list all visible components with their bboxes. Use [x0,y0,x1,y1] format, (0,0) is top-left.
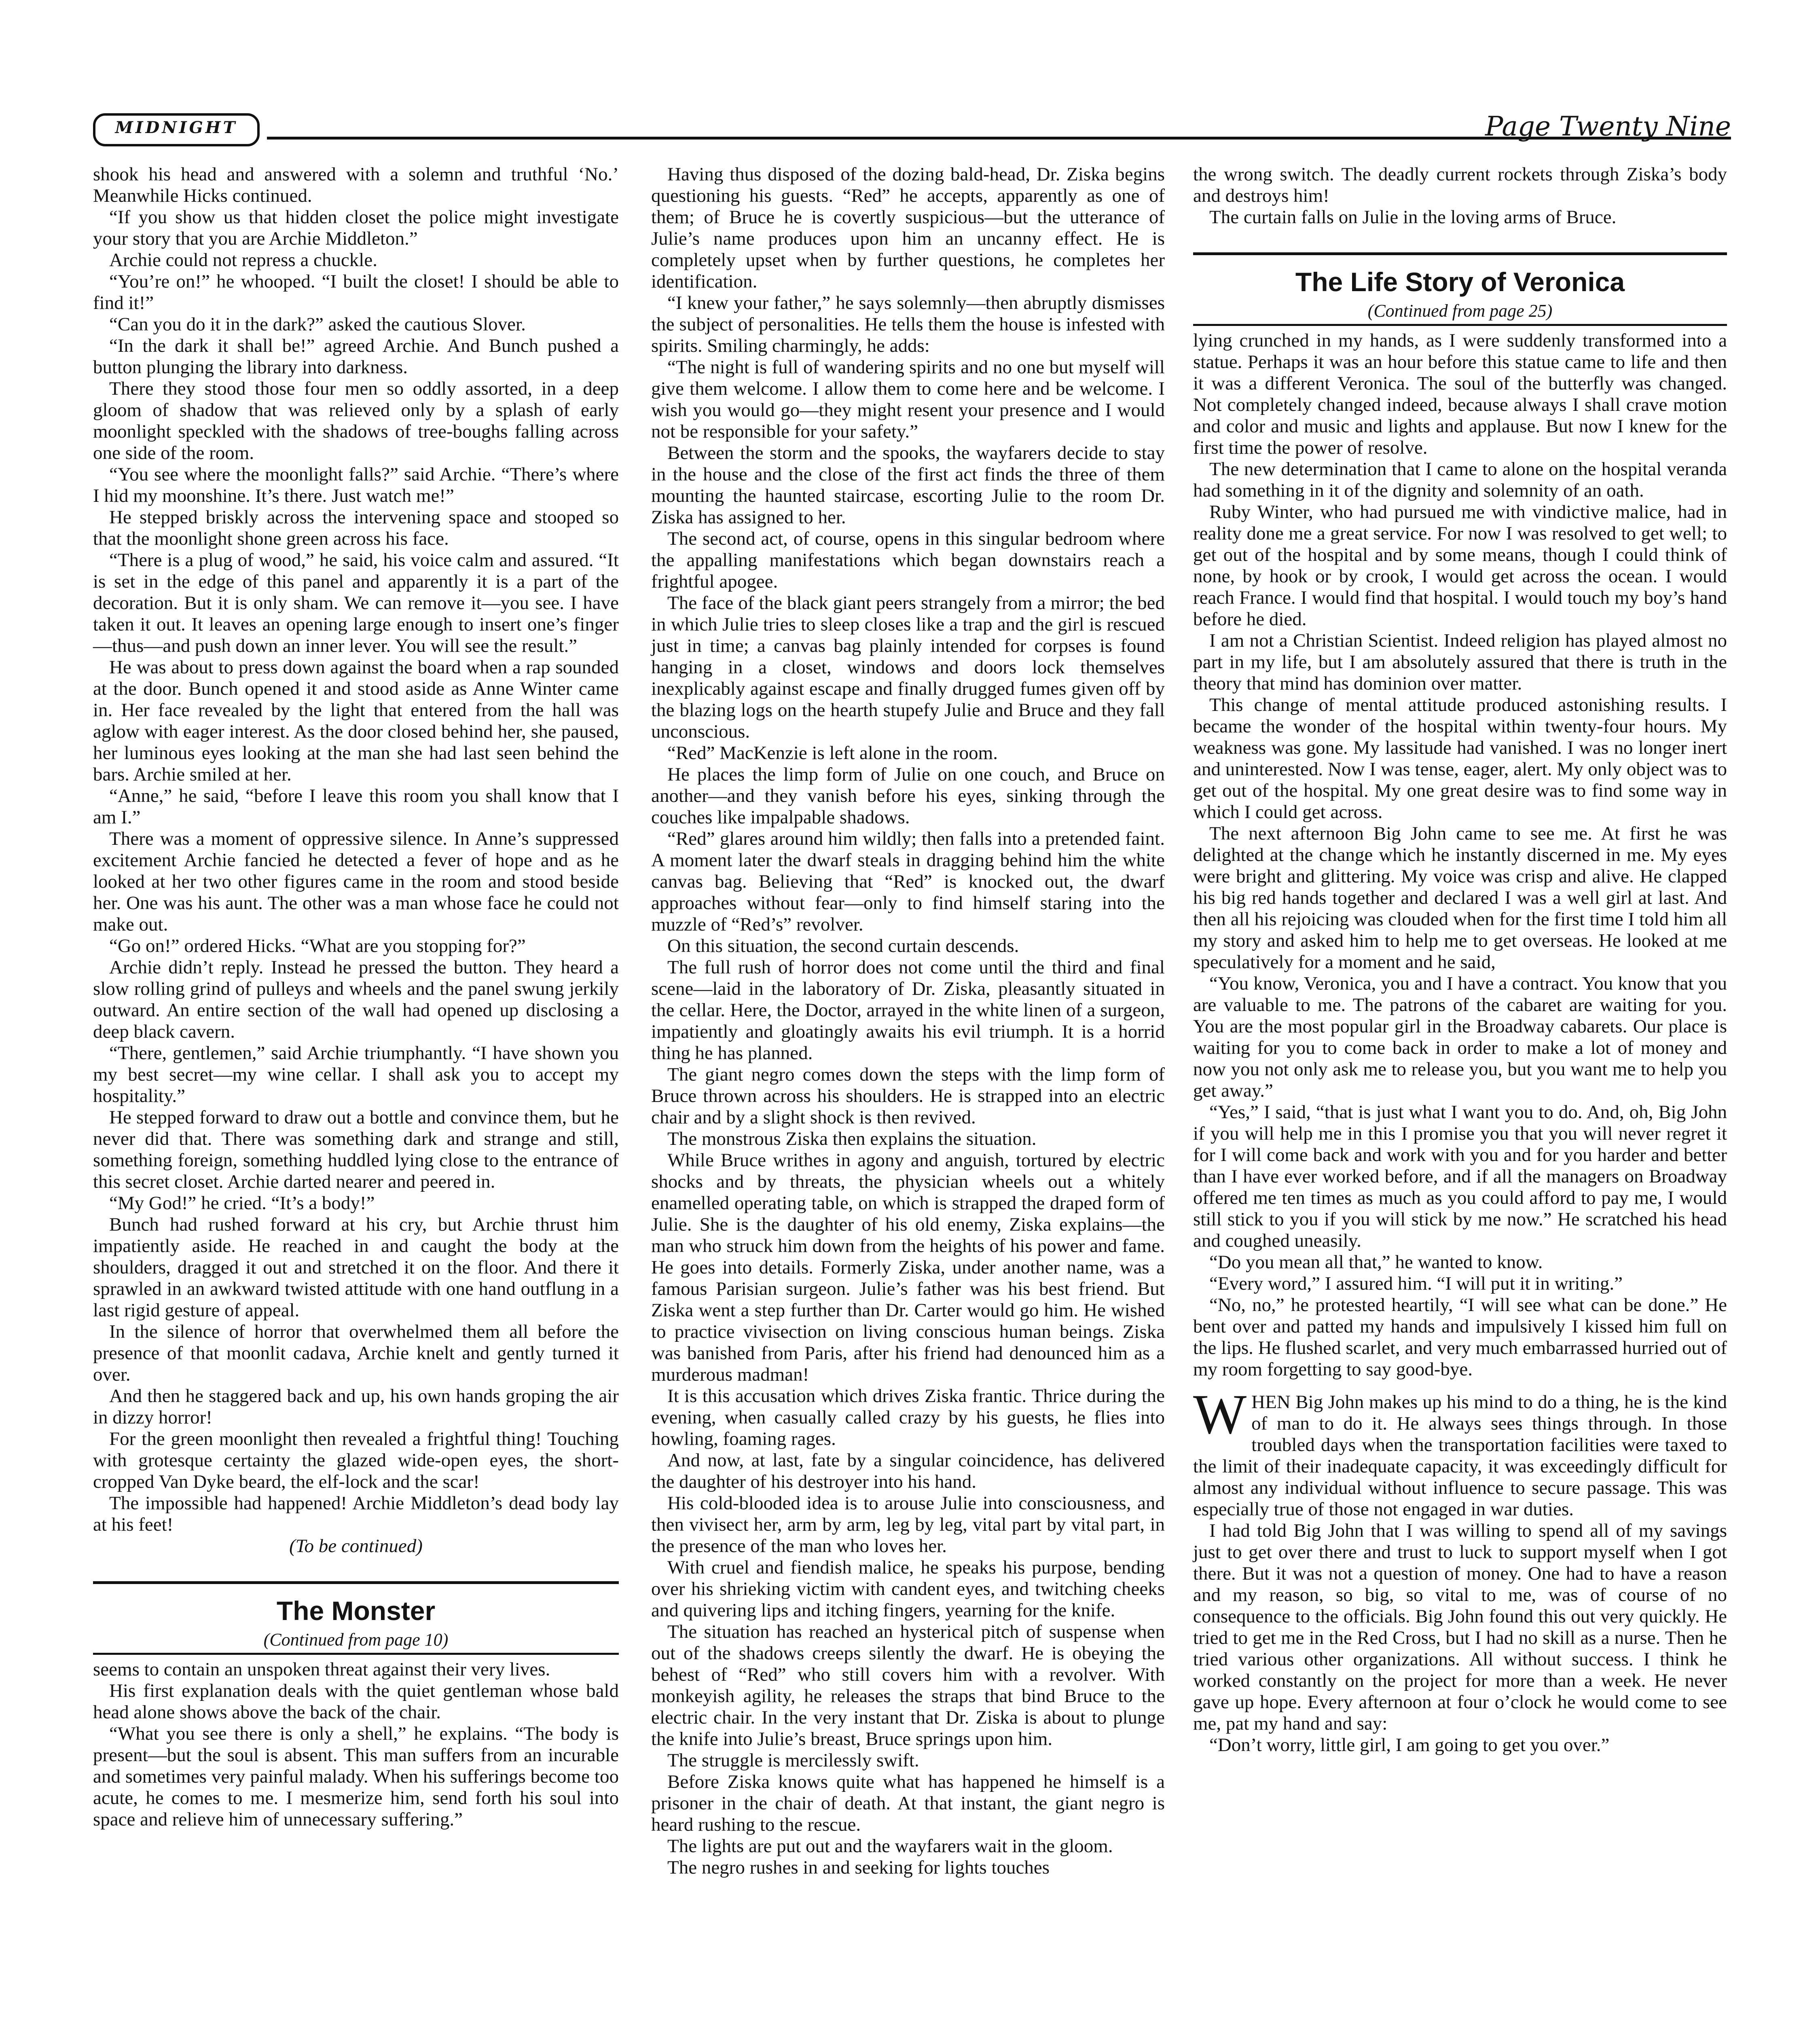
paragraph: lying crunched in my hands, as I were suddenly transformed into a statue. Perhaps it was an hour before this statue came to life and then it was a different Veronica. The soul of the butterfly was changed. Not completely changed indeed, because always I shall crave motion and color and music and lights and applause. But now I knew for the first time the power of resolve. [1193,330,1727,458]
paragraph: “Can you do it in the dark?” asked the cautious Slover. [109,314,526,335]
paragraph: “Every word,” I assured him. “I will put it in writing.” [1209,1273,1623,1294]
paragraph: “If you show us that hidden closet the police might investigate your story that you are Archie Middleton.” [93,207,619,249]
paragraph: The situation has reached an hysterical pitch of suspense when out of the shadows creeps silently the dwarf. He is obeying the behest of “Red” who still covers him with a revolver. With monkeyish agility, he releases the straps that bind Bruce to the electric chair. In the very instant that Dr. Ziska is about to plunge the knife into Julie’s breast, Bruce springs upon him. [651,1621,1165,1749]
paragraph: While Bruce writhes in agony and anguish, tortured by electric shocks and by threats, the physician wheels out a whitely enamelled operating table, on which is strapped the draped form of Julie. She is the daughter of his old enemy, Ziska explains—the man who struck him down from the heights of his power and fame. He goes into details. Formerly Ziska, under another name, was a famous Parisian surgeon. Julie’s father was his best friend. But Ziska went a step further than Dr. Carter would go him. He wished to practice vivisection on living conscious human beings. Ziska was banished from Paris, after his friend had denounced him as a murderous madman! [651,1150,1165,1385]
paragraph: Bunch had rushed forward at his cry, but Archie thrust him impatiently aside. He reached in and caught the body at the shoulders, dragged it out and stretched it on the floor. And there it sprawled in an awkward twisted attitude with one hand outflung in a last rigid gesture of appeal. [93,1214,619,1321]
paragraph: The full rush of horror does not come until the third and final scene—laid in the laboratory of Dr. Ziska, pleasantly situated in the cellar. Here, the Doctor, arrayed in the white linen of a surgeon, impatiently and gloatingly awaits his evil triumph. It is a horrid thing he has planned. [651,957,1165,1064]
paragraph: seems to contain an unspoken threat against their very lives. [93,1659,550,1680]
paragraph: This change of mental attitude produced astonishing results. I became the wonder of the hospital within twenty-four hours. My weakness was gone. My lassitude had vanished. I was no longer inert and uninterested. Now I was tense, eager, alert. My only object was to get out of the hospital. My one great desire was to find some way in which I could get across. [1193,694,1727,823]
paragraph: The second act, of course, opens in this singular bedroom where the appalling manifestations which began downstairs reach a frightful apogee. [651,528,1165,592]
paragraph: “Do you mean all that,” he wanted to know. [1209,1252,1543,1273]
paragraph: The new determination that I came to alone on the hospital veranda had something in it of the dignity and solemnity of an oath. [1193,459,1727,501]
veronica-final-paragraphs [1193,1520,1727,1756]
paragraph: “There, gentlemen,” said Archie triumphantly. “I have shown you my best secret—my wine cellar. I shall ask you to accept my hospitality.” [93,1043,619,1106]
dropcap-paragraph [1193,1383,1727,1520]
paragraph: Ruby Winter, who had pursued me with vindictive malice, had in reality done me a great service. For now I was resolved to get well; to get out of the hospital and by some means, though I could think of none, by hook or by crook, I would get across the ocean. I would reach France. I would find that hospital. I would touch my boy’s hand before he died. [1193,501,1727,630]
paragraph: “Yes,” I said, “that is just what I want you to do. And, oh, Big John if you will help me in this I promise you that you will never regret it for I will come back and work with you and for you harder and better than I have ever worked before, and if all the managers on Broadway offered me ten times as much as you could afford to pay me, I would still stick to you if you will stick by me now.” He scratched his head and coughed uneasily. [1193,1102,1727,1251]
paragraph: I am not a Christian Scientist. Indeed religion has played almost no part in my life, but I am absolutely assured that there is truth in the theory that mind has dominion over matter. [1193,630,1727,694]
paragraph: On this situation, the second curtain descends. [667,935,1019,956]
paragraph: In the silence of horror that overwhelmed them all before the presence of that moonlit cadava, Archie knelt and gently turned it over. [93,1321,619,1385]
paragraph: He stepped forward to draw out a bottle and convince them, but he never did that. There was something dark and strange and still, something foreign, something huddled lying close to the entrance of this secret closet. Archie darted nearer and peered in. [93,1107,619,1192]
paragraph: “The night is full of wandering spirits and no one but myself will give them welcome. I allow them to come here and be welcome. I wish you would go—they might resent your presence and I would not be responsible for your safety.” [651,357,1165,442]
spacer [1193,1380,1727,1392]
paragraph: “What you see there is only a shell,” he explains. “The body is present—but the soul is absent. This man suffers from an incurable and sometimes very painful malady. When his sufferings become too acute, he comes to me. I mesmerize him, send forth his soul into space and relieve him of unnecessary suffering.” [93,1723,619,1830]
paragraph: “No, no,” he protested heartily, “I will see what can be done.” He bent over and patted my hands and impulsively I kissed him full on the lips. He flushed scarlet, and very much embarrassed hurried out of my room forgetting to say good-bye. [1193,1294,1727,1380]
paragraph: The negro rushes in and seeking for lights touches [667,1857,1050,1878]
paragraph: “My God!” he cried. “It’s a body!” [109,1193,375,1214]
paragraph: The monstrous Ziska then explains the situation. [667,1128,1037,1149]
paragraph: The struggle is mercilessly swift. [667,1750,919,1771]
paragraph: “Go on!” ordered Hicks. “What are you stopping for?” [109,935,526,956]
page-number: Page Twenty Nine [1485,111,1731,142]
paragraph: His first explanation deals with the quiet gentleman whose bald head alone shows above the back of the chair. [93,1680,619,1723]
monster-story-paragraphs [651,164,1165,1878]
veronica-paragraphs [1193,330,1727,1380]
dropcap-text: HEN Big John makes up his mind to do a thing, he is the kind of man to do it. He always sees things through. In those troubled days when the transportation facilities were taxed to the limit of their inadequate capacity, it was exceedingly difficult for almost any individual without influence to secure passage. This was especially true of those not engaged in war duties. [1193,1392,1727,1520]
paragraph: “I knew your father,” he says solemnly—then abruptly dismisses the subject of personalities. He tells them the house is infested with spirits. Smiling charmingly, he adds: [651,292,1165,356]
paragraph: He stepped briskly across the intervening space and stooped so that the moonlight shone green across his face. [93,507,619,549]
paragraph: Archie didn’t reply. Instead he pressed the button. They heard a slow rolling grind of pulleys and wheels and the panel swung jerkily outward. An entire section of the wall had opened up disclosing a deep black cavern. [93,957,619,1042]
paragraph: the wrong switch. The deadly current rockets through Ziska’s body and destroys him! [1193,164,1727,206]
paragraph: shook his head and answered with a solemn and truthful ‘No.’ Meanwhile Hicks continued. [93,164,619,206]
magazine-logo: MIDNIGHT [93,113,260,146]
monster-continued-note: (Continued from page 10) [93,1629,619,1655]
page-header [93,113,1731,146]
paragraph: There they stood those four men so oddly assorted, in a deep gloom of shadow that was relieved only by a splash of early moonlight speckled with the shadows of tree-boughs falling across one side of the room. [93,378,619,463]
paragraph: The giant negro comes down the steps with the limp form of Bruce thrown across his shoulders. He is strapped into an electric chair and by a slight shock is then revived. [651,1064,1165,1128]
paragraph: “Don’t worry, little girl, I am going to get you over.” [1209,1734,1610,1756]
dropcap-letter: W [1193,1383,1247,1446]
paragraph: It is this accusation which drives Ziska frantic. Thrice during the evening, when casually called crazy by his guests, he flies into howling, foaming rages. [651,1385,1165,1449]
paragraph: The impossible had happened! Archie Middleton’s dead body lay at his feet! [93,1493,619,1535]
paragraph: The curtain falls on Julie in the loving arms of Bruce. [1209,207,1617,228]
paragraph: He places the limp form of Julie on one couch, and Bruce on another—and they vanish before his eyes, sinking through the couches like impalpable shadows. [651,764,1165,828]
paragraph: His cold-blooded idea is to arouse Julie into consciousness, and then vivisect her, arm by arm, leg by leg, vital part by vital part, in the presence of the man who loves her. [651,1493,1165,1557]
paragraph: “You’re on!” he whooped. “I built the closet! I should be able to find it!” [93,271,619,313]
column-left [93,164,619,1830]
paragraph: “Red” MacKenzie is left alone in the room. [667,742,998,764]
paragraph: He was about to press down against the board when a rap sounded at the door. Bunch opened it and stood aside as Anne Winter came in. Her face revealed by the light that entered from the hall was aglow with eager interest. As the door closed behind her, she paused, her luminous eyes looking at the man she had last seen behind the bars. Archie smiled at her. [93,657,619,785]
paragraph: And now, at last, fate by a singular coincidence, has delivered the daughter of his destroyer into his hand. [651,1450,1165,1492]
paragraph: Having thus disposed of the dozing bald-head, Dr. Ziska begins questioning his guests. “Red” he accepts, apparently as one of them; of Bruce he is covertly suspicious—but the utterance of Julie’s name produces upon him an uncanny effect. He is completely upset when by further questions, he completes her identification. [651,164,1165,292]
veronica-continued-note: (Continued from page 25) [1193,300,1727,326]
column-middle [651,164,1165,1878]
monster-paragraphs [93,1659,619,1830]
veronica-title: The Life Story of Veronica [1295,267,1625,297]
column-right [1193,164,1727,1756]
veronica-header [1193,252,1727,326]
paragraph: There was a moment of oppressive silence. In Anne’s suppressed excitement Archie fancied he detected a fever of hope and as he looked at her two other figures came in the room and stood beside her. One was his aunt. The other was a man whose face he could not make out. [93,828,619,935]
paragraph: “Anne,” he said, “before I leave this room you shall know that I am I.” [93,785,619,828]
monster-header [93,1581,619,1655]
paragraph: “There is a plug of wood,” he said, his voice calm and assured. “It is set in the edge of this panel and apparently it is a part of the decoration. But it is only sham. We can remove it—you see. I have taken it out. It leaves an opening large enough to insert one’s finger—thus—and push down an inner lever. You will see the result.” [93,550,619,656]
paragraph: The lights are put out and the wayfarers wait in the gloom. [667,1836,1113,1857]
paragraph: With cruel and fiendish malice, he speaks his purpose, bending over his shrieking victim with candent eyes, and twitching cheeks and quivering lips and itching fingers, yearning for the knife. [651,1557,1165,1621]
paragraph: The face of the black giant peers strangely from a mirror; the bed in which Julie tries to sleep closes like a trap and the girl is rescued just in time; a canvas bag plainly intended for corpses is found hanging in a closet, windows and doors lock themselves inexplicably against escape and finally drugged fumes given off by the blazing logs on the hearth stupefy Julie and Bruce and they fall unconscious. [651,592,1165,742]
paragraph: Between the storm and the spooks, the wayfarers decide to stay in the house and the close of the first act finds the three of them mounting the haunted staircase, escorting Julie to the room Dr. Ziska has assigned to her. [651,442,1165,528]
monster-ending-paragraphs [1193,164,1727,228]
paragraph: Archie could not repress a chuckle. [109,250,377,271]
paragraph: “You see where the moonlight falls?” said Archie. “There’s where I hid my moonshine. It’s there. Just watch me!” [93,464,619,506]
story-paragraphs [93,164,619,1536]
paragraph: I had told Big John that I was willing to spend all of my savings just to get over there and trust to luck to support myself when I got there. But it was not a question of money. One had to have a reason and my reason, so big, so vital to me, was of course of no consequence to the officials. Big John found this out very quickly. He tried to get me in the Red Cross, but I had no skill as a nurse. Then he tried various other organizations. All without success. I think he worked constantly on the project for more than a week. He never gave up hope. Every afternoon at four o’clock he would come to see me, pat my hand and say: [1193,1520,1727,1734]
paragraph: “Red” glares around him wildly; then falls into a pretended faint. A moment later the dwarf steals in dragging behind him the white canvas bag. Believing that “Red” is knocked out, the dwarf approaches without fear—only to find himself staring into the muzzle of “Red’s” revolver. [651,828,1165,935]
paragraph: The next afternoon Big John came to see me. At first he was delighted at the change which he instantly discerned in me. My eyes were bright and glittering. My voice was crisp and alive. He clapped his big red hands together and declared I was a well girl at last. And then all his rejoicing was clouded when for the first time I told him all my story and asked him to help me to get overseas. He looked at me speculatively for a moment and he said, [1193,823,1727,973]
paragraph: “In the dark it shall be!” agreed Archie. And Bunch pushed a button plunging the library into darkness. [93,335,619,378]
paragraph: And then he staggered back and up, his own hands groping the air in dizzy horror! [93,1385,619,1428]
to-be-continued: (To be continued) [289,1536,423,1557]
paragraph: “You know, Veronica, you and I have a contract. You know that you are valuable to me. The patrons of the cabaret are waiting for you. You are the most popular girl in the Broadway cabarets. Our place is waiting for you to come back in order to make a lot of money and now you not only ask me to release you, but you want me to help you get away.” [1193,973,1727,1101]
paragraph: Before Ziska knows quite what has happened he himself is a prisoner in the chair of death. At that instant, the giant negro is heard rushing to the rescue. [651,1771,1165,1835]
paragraph: For the green moonlight then revealed a frightful thing! Touching with grotesque certainty the glazed wide-open eyes, the short-cropped Van Dyke beard, the elf-lock and the scar! [93,1428,619,1492]
monster-title: The Monster [276,1596,436,1626]
